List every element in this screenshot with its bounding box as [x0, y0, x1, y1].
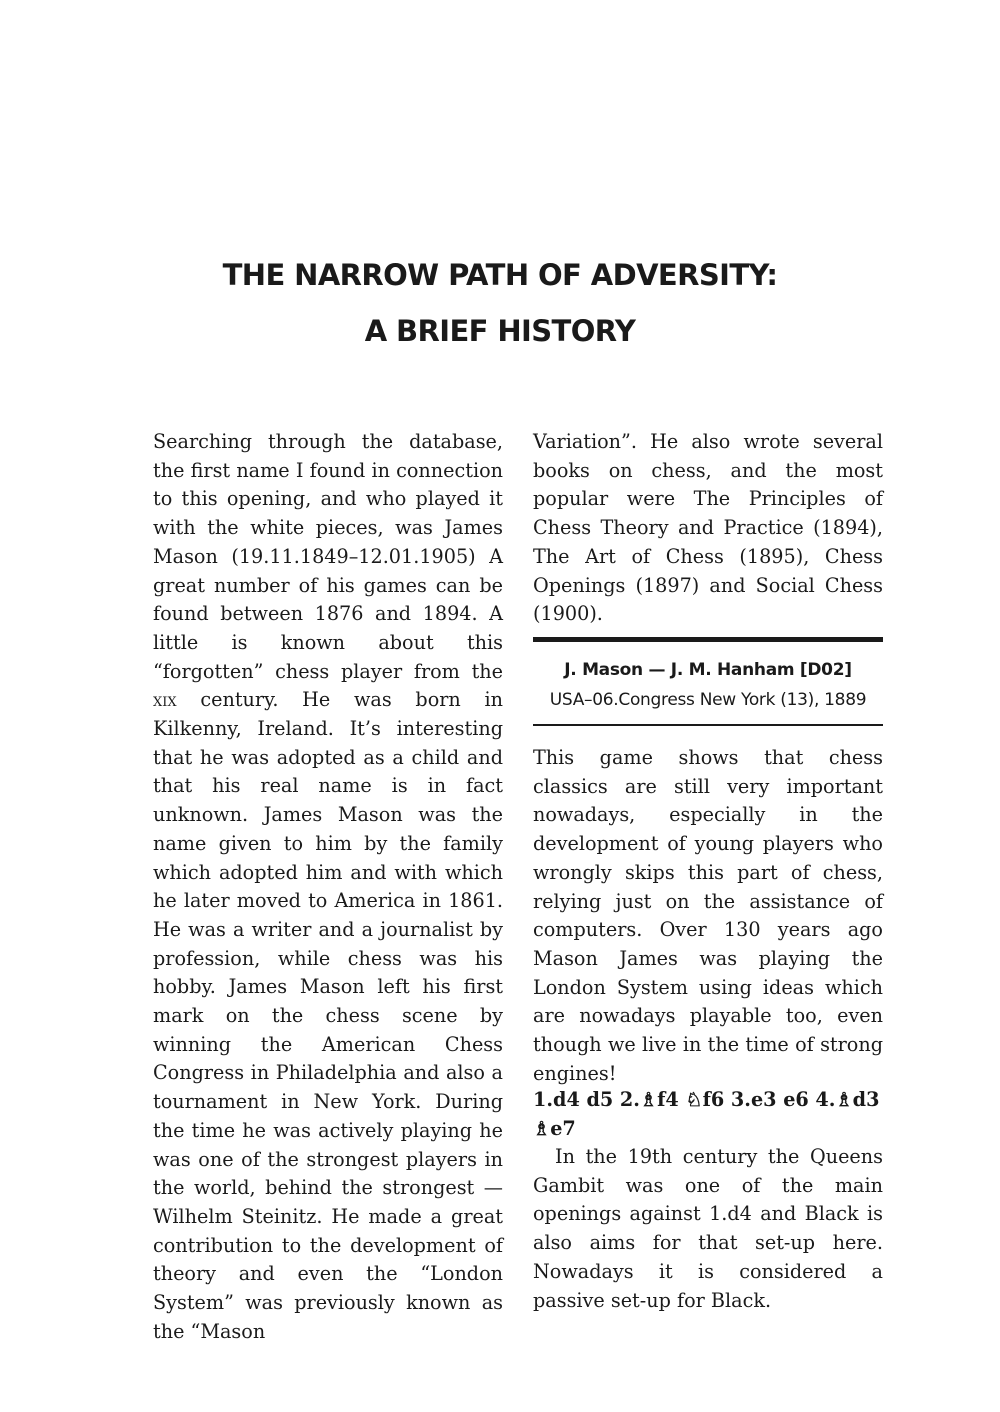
move-comment-paragraph: In the 19th century the Queens Gambit was one of the main openings against 1.d4 and Black is also aims for that set-up here. Nowadays it is considered a passive set-up for Black. [533, 1145, 883, 1312]
game-players: J. Mason — J. M. Hanham [D02] [564, 660, 852, 680]
chapter-title-line-1: THE NARROW PATH OF ADVERSITY: [222, 258, 778, 292]
history-continuation: Variation”. He also wrote several books on chess, and the most popular were The Principles of Chess Theory and Practice (1894), The Art of Chess (1895), Chess Openings (1897) and Social Chess (1900). [533, 430, 883, 626]
game-event: USA–06.Congress New York (13), 1889 [549, 690, 867, 710]
history-text-part-2: century. He was born in Kilkenny, Ireland. It’s interesting that he was adopted as a child and that his real name is in fact unknown. James Mason was the name given to him by the family which adopted him and with which he later moved to America in 1861. He was a writer and a journalist by profession, while chess was his hobby. James Mason left his first mark on the chess scene by winning the American Chess Congress in Philadelphia and also a tournament in New York. During the time he was actively playing he was one of the strongest players in the world, behind the strongest — Wilhelm Steinitz. He made a great contribution to the development of theory and even the “London System” was previously known as the “Mason [153, 688, 503, 1343]
right-column-top [533, 428, 883, 629]
history-text-part-1: Searching through the database, the first name I found in connection to this opening, and who played it with the white pieces, was James Mason (19.11.1849–12.01.1905) A great number of his games can be found between 1876 and 1894. A little is known about this “forgotten” chess player from the [153, 430, 503, 683]
history-paragraph [153, 428, 503, 1347]
chapter-title-line-2: A BRIEF HISTORY [364, 314, 636, 348]
chapter-title [0, 247, 1000, 359]
game-header [533, 655, 883, 715]
game-header-top-rule [533, 637, 883, 642]
left-column [153, 428, 503, 1347]
game-header-bottom-rule [533, 724, 883, 726]
game-intro-paragraph: This game shows that chess classics are still very important nowadays, especially in the development of young players who wrongly skips this part of chess, relying just on the assistance of computers. Over 130 years ago Mason James was playing the London System using ideas which are nowadays playable too, even though we live in the time of strong engines! [533, 746, 883, 1085]
move-sequence: 1.d4 d5 2.♗f4 ♘f6 3.e3 e6 4.♗d3 ♗e7 [533, 1088, 880, 1140]
century-numeral: xix [153, 688, 177, 712]
game-intro-block [533, 744, 883, 1088]
move-comment-block [533, 1143, 883, 1315]
